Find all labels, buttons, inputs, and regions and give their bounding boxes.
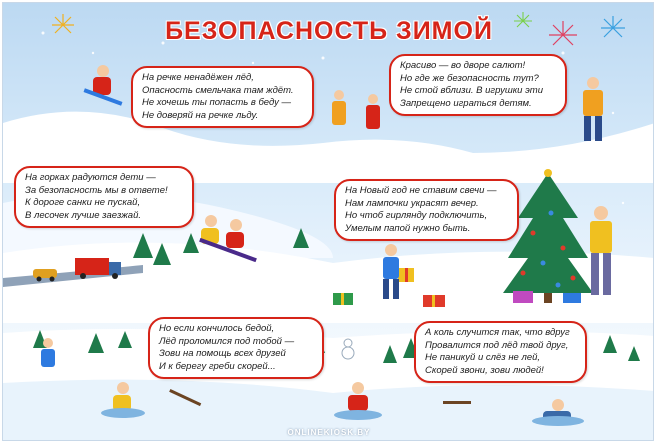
bubble-line: Лёд проломился под тобой — (159, 335, 295, 347)
bubble-line: Зови на помощь всех друзей (159, 348, 286, 360)
bubble-line: Красиво — во дворе салют! (400, 60, 526, 71)
bubble-line: Не хочешь ты попасть в беду — (142, 97, 292, 109)
bubble-line: К дороге санки не пускай, (25, 197, 141, 209)
speech-bubble-newyear (334, 179, 519, 241)
bubble-line: Но где же безопасность тут? (400, 72, 539, 84)
bubble-line: На Новый год не ставим свечи — (345, 185, 497, 196)
speech-bubble-accident (414, 321, 587, 383)
bubble-line: На горках радуются дети — (25, 172, 156, 183)
bubble-line: И к берегу греби скорей... (159, 360, 276, 372)
bubble-line: Не паникуй и слёз не лей, (425, 352, 541, 364)
publisher-watermark: ONLINEKIOSK.BY (287, 428, 371, 437)
speech-bubble-salute (389, 54, 567, 116)
bubble-line: На речке ненадёжен лёд, (142, 72, 254, 83)
bubble-line: Нам лампочки украсят вечер. (345, 197, 479, 209)
speech-bubble-ice (131, 66, 314, 128)
bubble-line: Не доверяй на речке льду. (142, 109, 259, 121)
bubble-line: Не стой вблизи. В игрушки эти (400, 85, 543, 97)
bubble-line: За безопасность мы в ответе! (25, 184, 168, 196)
bubble-line: А коль случится так, что вдруг (425, 327, 570, 338)
bubble-line: Но чтоб гирлянду подключить, (345, 210, 488, 222)
speech-bubble-broke (148, 317, 324, 379)
bubble-line: Опасность смельчака там ждёт. (142, 84, 294, 96)
page-title: БЕЗОПАСНОСТЬ ЗИМОЙ (165, 17, 493, 45)
speech-bubble-hills (14, 166, 194, 228)
bubble-line: Провалится под лёд твой друг, (425, 339, 569, 351)
bubble-line: Запрещено играться детям. (400, 97, 532, 109)
bubble-line: Скорей звони, зови людей! (425, 364, 544, 376)
bubble-line: В лесочек лучше заезжай. (25, 209, 141, 221)
bubble-line: Умелым папой нужно быть. (345, 222, 471, 234)
poster (2, 2, 654, 441)
bubble-line: Но если кончилось бедой, (159, 323, 275, 334)
